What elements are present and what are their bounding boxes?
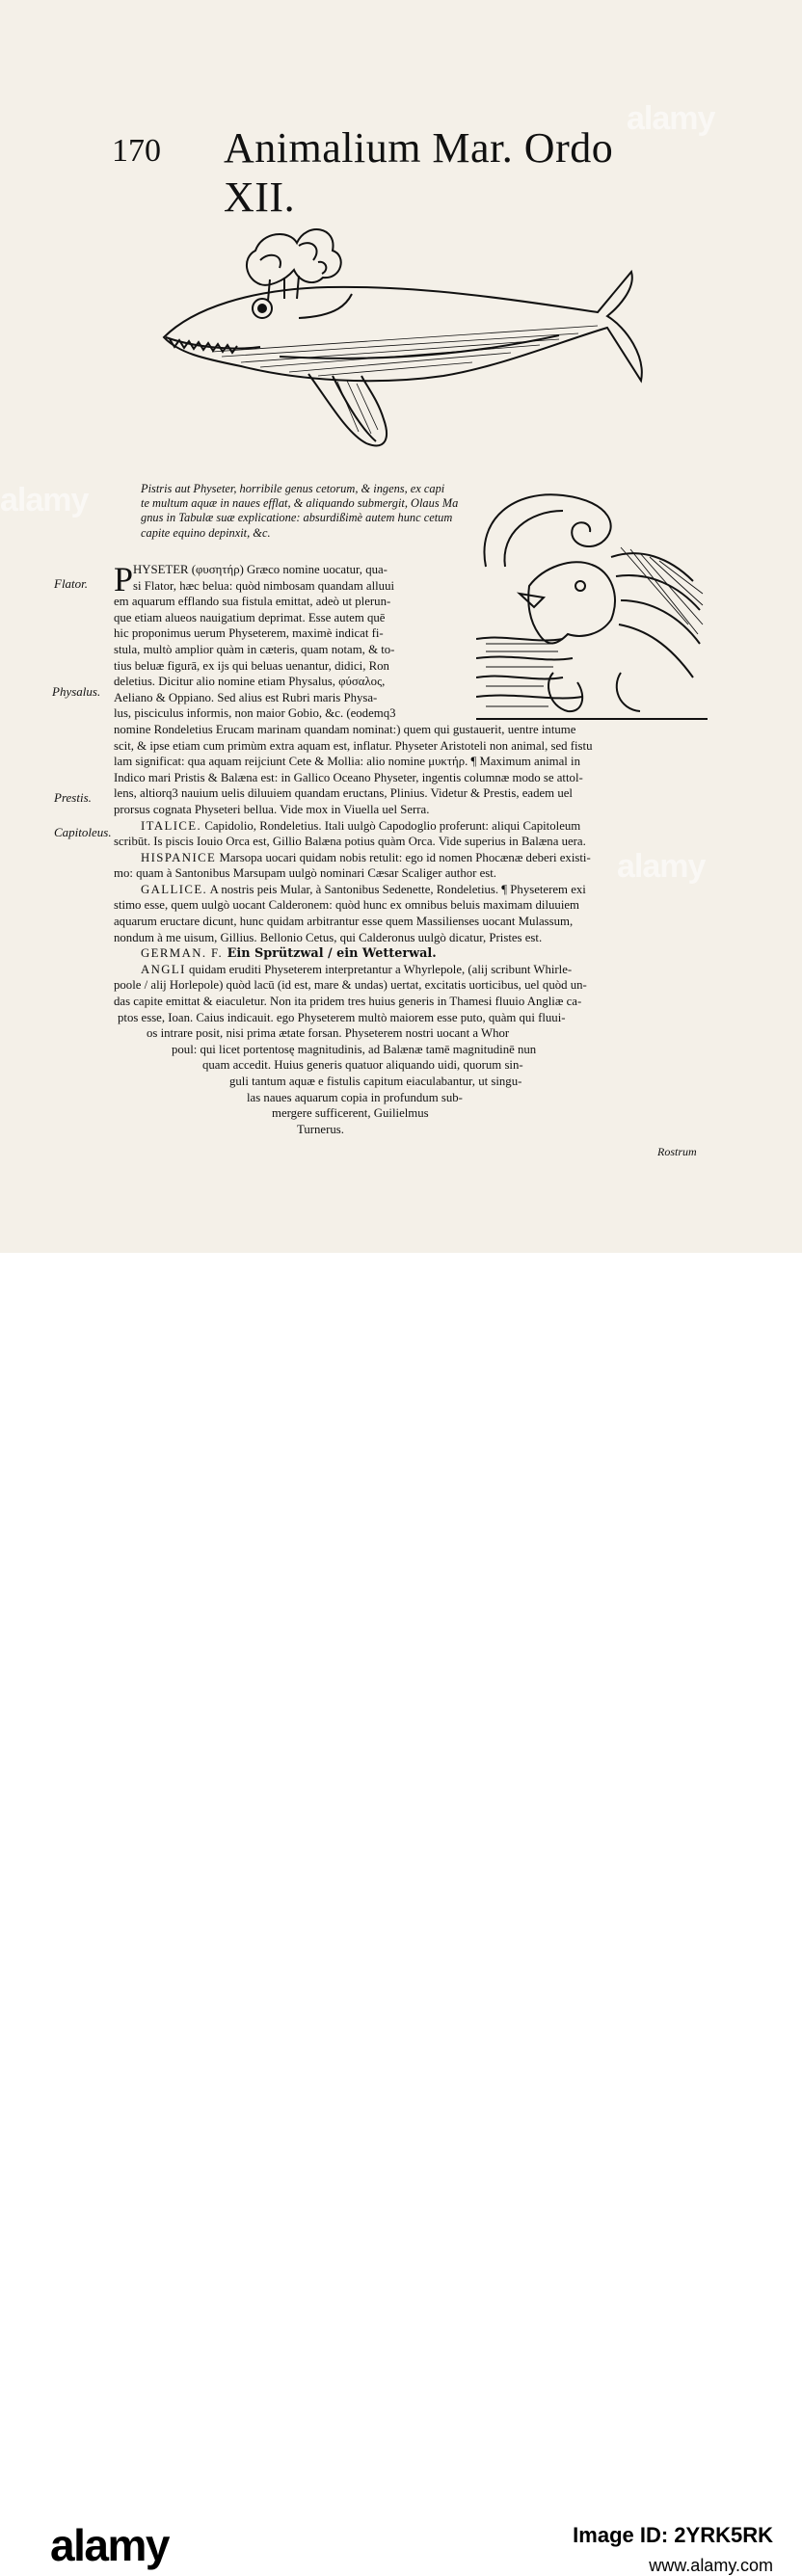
text-line — [114, 882, 711, 898]
book-page — [0, 0, 802, 1253]
text-line: Turnerus. — [297, 1122, 344, 1136]
language-label: ITALICE. — [141, 818, 202, 833]
text-line: stimo esse, quem uulgò uocant Calderonem: quòd hunc ex omnibus beluis maximam diluuiem — [114, 898, 580, 913]
whale-woodcut-icon — [154, 212, 655, 463]
caption-line: capite equino depinxit, &c. — [141, 525, 271, 540]
text-line — [114, 962, 711, 978]
text-line: scribūt. Is piscis Iouio Orca est, Gillio Balæna potius quàm Orca. Vide superius in Balæna uera. — [114, 835, 586, 849]
text-line: que etiam alueos nauigatium deprimat. Esse autem quē — [114, 610, 386, 624]
text-line — [114, 850, 711, 866]
text-line: poul: qui licet portentosę magnitudinis, ad Balænæ tamē magnitudinē nun — [172, 1042, 537, 1056]
page-number: 170 — [112, 133, 161, 169]
language-label: ANGLI — [141, 962, 186, 976]
text-line: lam significat: qua aquam reijciunt Cete & Mollia: alio nomine μυκτήρ. ¶ Maximum animal in — [114, 755, 580, 769]
text-line: mo: quam à Santonibus Marsupam uulgò nominari Cæsar Scaliger author est. — [114, 866, 496, 881]
site-url: www.alamy.com — [649, 2556, 773, 2575]
text-segment: Ein Sprützwal / ein Wetterwal. — [223, 946, 437, 962]
image-info — [573, 2523, 773, 2576]
caption-line: te multum aquæ in naues efflat, & aliquando submergit, Olaus Ma — [141, 496, 459, 511]
margin-note-flator: Flator. — [54, 576, 89, 591]
text-segment: Marsopa uocari quidam nobis retulit: ego id nomen Phocænæ deberi existi- — [216, 850, 591, 864]
margin-note-prestis: Prestis. — [54, 790, 92, 805]
watermark-tile: alamy — [627, 100, 715, 137]
language-label: HISPANICE — [141, 850, 217, 864]
text-line: poole / alij Horlepole) quòd lacū (id est, mare & undas) uertat, excitatis uorticibus, uel quòd un- — [114, 978, 587, 993]
text-line: ptos esse, Ioan. Caius indicauit. ego Physeterem multò maiorem esse puto, quàm qui fluui- — [118, 1010, 566, 1024]
text-line: si Flator, hæc belua: quòd nimbosam quandam alluui — [133, 578, 395, 593]
text-line: em aquarum efflando sua fistula emittat, adeò ut plerun- — [114, 595, 391, 609]
text-line: aquarum eructare dicunt, hunc quidam arbitrantur esse quem Massilienses uocant Mulassum, — [114, 915, 574, 929]
text-line: nondum à me uisum, Gillius. Bellonio Cetus, qui Calderonus uulgò dicatur, Pristes est. — [114, 930, 543, 944]
text-line: stula, multò amplior quàm in cæteris, quam notam, & to- — [114, 642, 395, 656]
text-line: hic proponimus uerum Physeterem, maximè indicat fi- — [114, 626, 384, 641]
watermark-tile: alamy — [617, 848, 706, 885]
text-line: HYSETER (φυσητήρ) Græco nomine uocatur, qua- — [133, 563, 388, 576]
margin-note-rostrum: Rostrum — [657, 1145, 697, 1158]
text-line: prorsus cognata Physeteri bellua. Vide mox in Viuella uel Serra. — [114, 802, 430, 816]
text-line: tius beluæ figurā, ex ijs qui beluas uenantur, didici, Ron — [114, 658, 389, 673]
text-line: Indico mari Pristis & Balæna est: in Gallico Oceano Physeter, ingentis columnæ modo se attol- — [114, 770, 583, 784]
text-segment: A nostris peis Mular, à Santonibus Sedenette, Rondeletius. ¶ Physeterem exi — [207, 882, 586, 896]
language-label: GALLICE. — [141, 882, 208, 896]
language-label: GERMAN. F. — [141, 946, 224, 961]
text-segment: Capidolio, Rondeletius. Itali uulgò Capodoglio proferunt: aliqui Capitoleum — [201, 818, 581, 833]
text-line: nomine Rondeletius Erucam marinam quandam nominat:) quem qui gustauerit, uentre intume — [114, 722, 576, 736]
margin-note-physalus: Physalus. — [52, 684, 101, 699]
text-line: scit, & ipse etiam cum primùm extra aquam est, inflatur. Physeter Aristoteli non animal, sed fistu — [114, 738, 593, 753]
margin-note-capitoleus: Capitoleus. — [54, 825, 112, 839]
body-text — [114, 562, 711, 1137]
text-line: lus, pisciculus informis, non maior Gobio, &c. (eodemq3 — [114, 706, 396, 721]
text-line: mergere sufficerent, Guilielmus — [272, 1106, 429, 1121]
text-line: deletius. Dicitur alio nomine etiam Physalus, φύσαλος, — [114, 675, 386, 689]
text-line: guli tantum aquæ e fistulis capitum eiaculabantur, ut singu- — [229, 1075, 522, 1088]
text-line: das capite emittat & eiaculetur. Non ita pridem tres huius generis in Thamesi fluuio Angliæ ca- — [114, 995, 582, 1009]
caption-line: gnus in Tabulæ suæ explicatione: absurdißimè autem hunc cetum — [141, 511, 453, 525]
text-line: os intrare posit, nisi prima ætate forsan. Physeterem nostri uocant a Whor — [147, 1026, 510, 1041]
text-line — [114, 945, 711, 962]
text-line: quam accedit. Huius generis quatuor aliquando uidi, quorum sin- — [202, 1058, 523, 1073]
stock-footer — [0, 1253, 802, 2575]
page-title: Animalium Mar. Ordo XII. — [224, 124, 614, 221]
text-line: las naues aquarum copia in profundum sub- — [247, 1090, 463, 1104]
image-id: Image ID: 2YRK5RK — [573, 2523, 773, 2547]
text-line — [114, 818, 711, 835]
page-header — [112, 123, 652, 221]
alamy-logo: alamy — [50, 2520, 169, 2570]
text-segment: quidam eruditi Physeterem interpretantur a Whyrlepole, (alij scribunt Whirle- — [185, 962, 573, 976]
watermark-tile: alamy — [0, 482, 89, 518]
text-line: lens, altiorq3 nauium uelis diluuiem quandam eructans, Plinius. Videtur & Prestis, eadem uel — [114, 786, 573, 801]
figure-caption — [141, 482, 473, 541]
text-line: Aeliano & Oppiano. Sed alius est Rubri maris Physa- — [114, 690, 378, 704]
caption-line: Pistris aut Physeter, horribile genus cetorum, & ingens, ex capi — [141, 482, 445, 495]
drop-cap: P — [114, 560, 134, 598]
